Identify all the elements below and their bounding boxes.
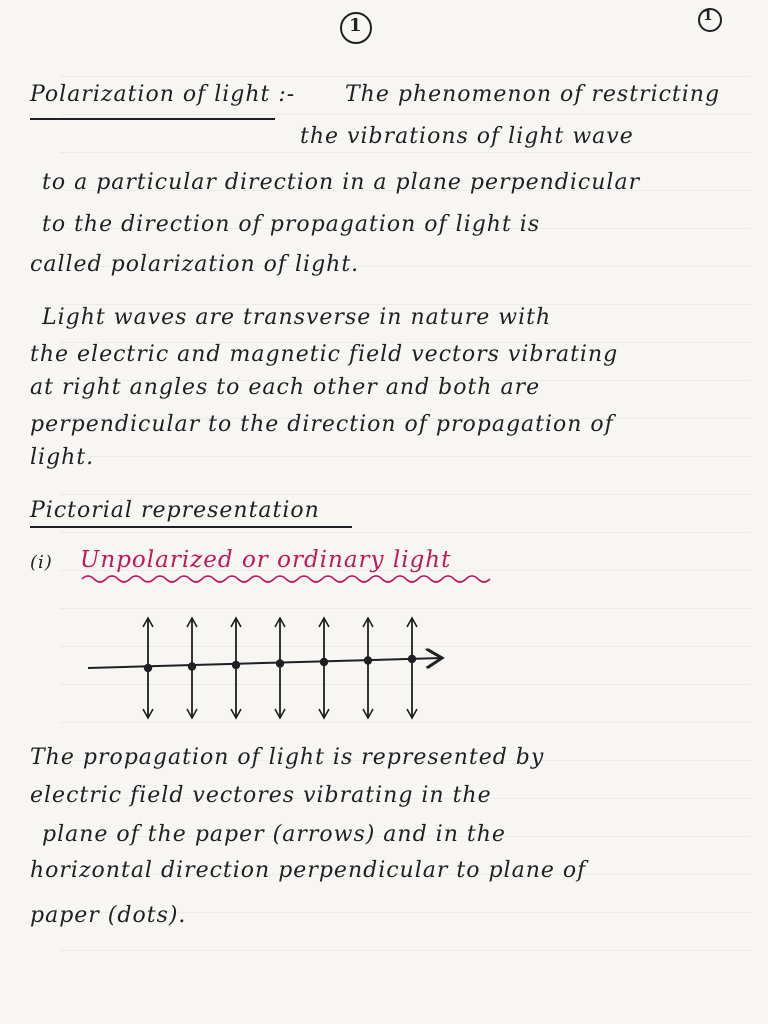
vibration-dot [276, 659, 284, 667]
vibration-vector [275, 618, 285, 718]
item1-marker: (i) [30, 552, 53, 573]
paragraph2-line-5: light. [30, 445, 95, 470]
paragraph3-line-5: paper (dots). [30, 903, 187, 928]
unpolarized-light-diagram [80, 600, 460, 730]
vibration-vector [143, 618, 153, 718]
vibration-dot [408, 655, 416, 663]
paragraph3-line-4: horizontal direction perpendicular to plane of [30, 858, 587, 883]
vibration-dot [320, 658, 328, 666]
page-number-center: 1 [349, 15, 362, 36]
definition-line-5: called polarization of light. [30, 252, 360, 277]
section-title: Pictorial representation [30, 498, 320, 523]
heading-underline [30, 118, 275, 120]
item1-label-squiggle-underline [80, 572, 500, 586]
section-underline [30, 526, 352, 528]
paragraph2-line-2: the electric and magnetic field vectors vibrating [30, 342, 619, 367]
page-number-right: 1 [703, 8, 713, 24]
definition-line-4: to the direction of propagation of light is [42, 212, 541, 237]
paragraph3-line-2: electric field vectores vibrating in the [30, 783, 492, 808]
paragraph2-line-4: perpendicular to the direction of propagation of [30, 412, 614, 437]
paragraph3-line-3: plane of the paper (arrows) and in the [42, 822, 506, 847]
definition-line-2: the vibrations of light wave [300, 124, 634, 149]
paragraph2-line-1: Light waves are transverse in nature with [42, 305, 552, 330]
paragraph3-line-1: The propagation of light is represented by [30, 745, 545, 770]
vibration-dot [364, 656, 372, 664]
definition-line-3: to a particular direction in a plane perpendicular [42, 170, 641, 195]
vibration-dot [232, 661, 240, 669]
vibration-dot [144, 664, 152, 672]
propagation-arrow [88, 658, 442, 668]
vibration-dot [188, 662, 196, 670]
vibration-vector [319, 618, 329, 718]
heading-title: Polarization of light :- [30, 82, 296, 107]
paragraph2-line-3: at right angles to each other and both are [30, 375, 541, 400]
vibration-vector [363, 618, 373, 718]
vibration-vector [407, 618, 417, 718]
definition-line-1: The phenomenon of restricting [345, 82, 721, 107]
vibration-vector [187, 618, 197, 718]
vibration-vector [231, 618, 241, 718]
item1-label: Unpolarized or ordinary light [80, 547, 452, 573]
